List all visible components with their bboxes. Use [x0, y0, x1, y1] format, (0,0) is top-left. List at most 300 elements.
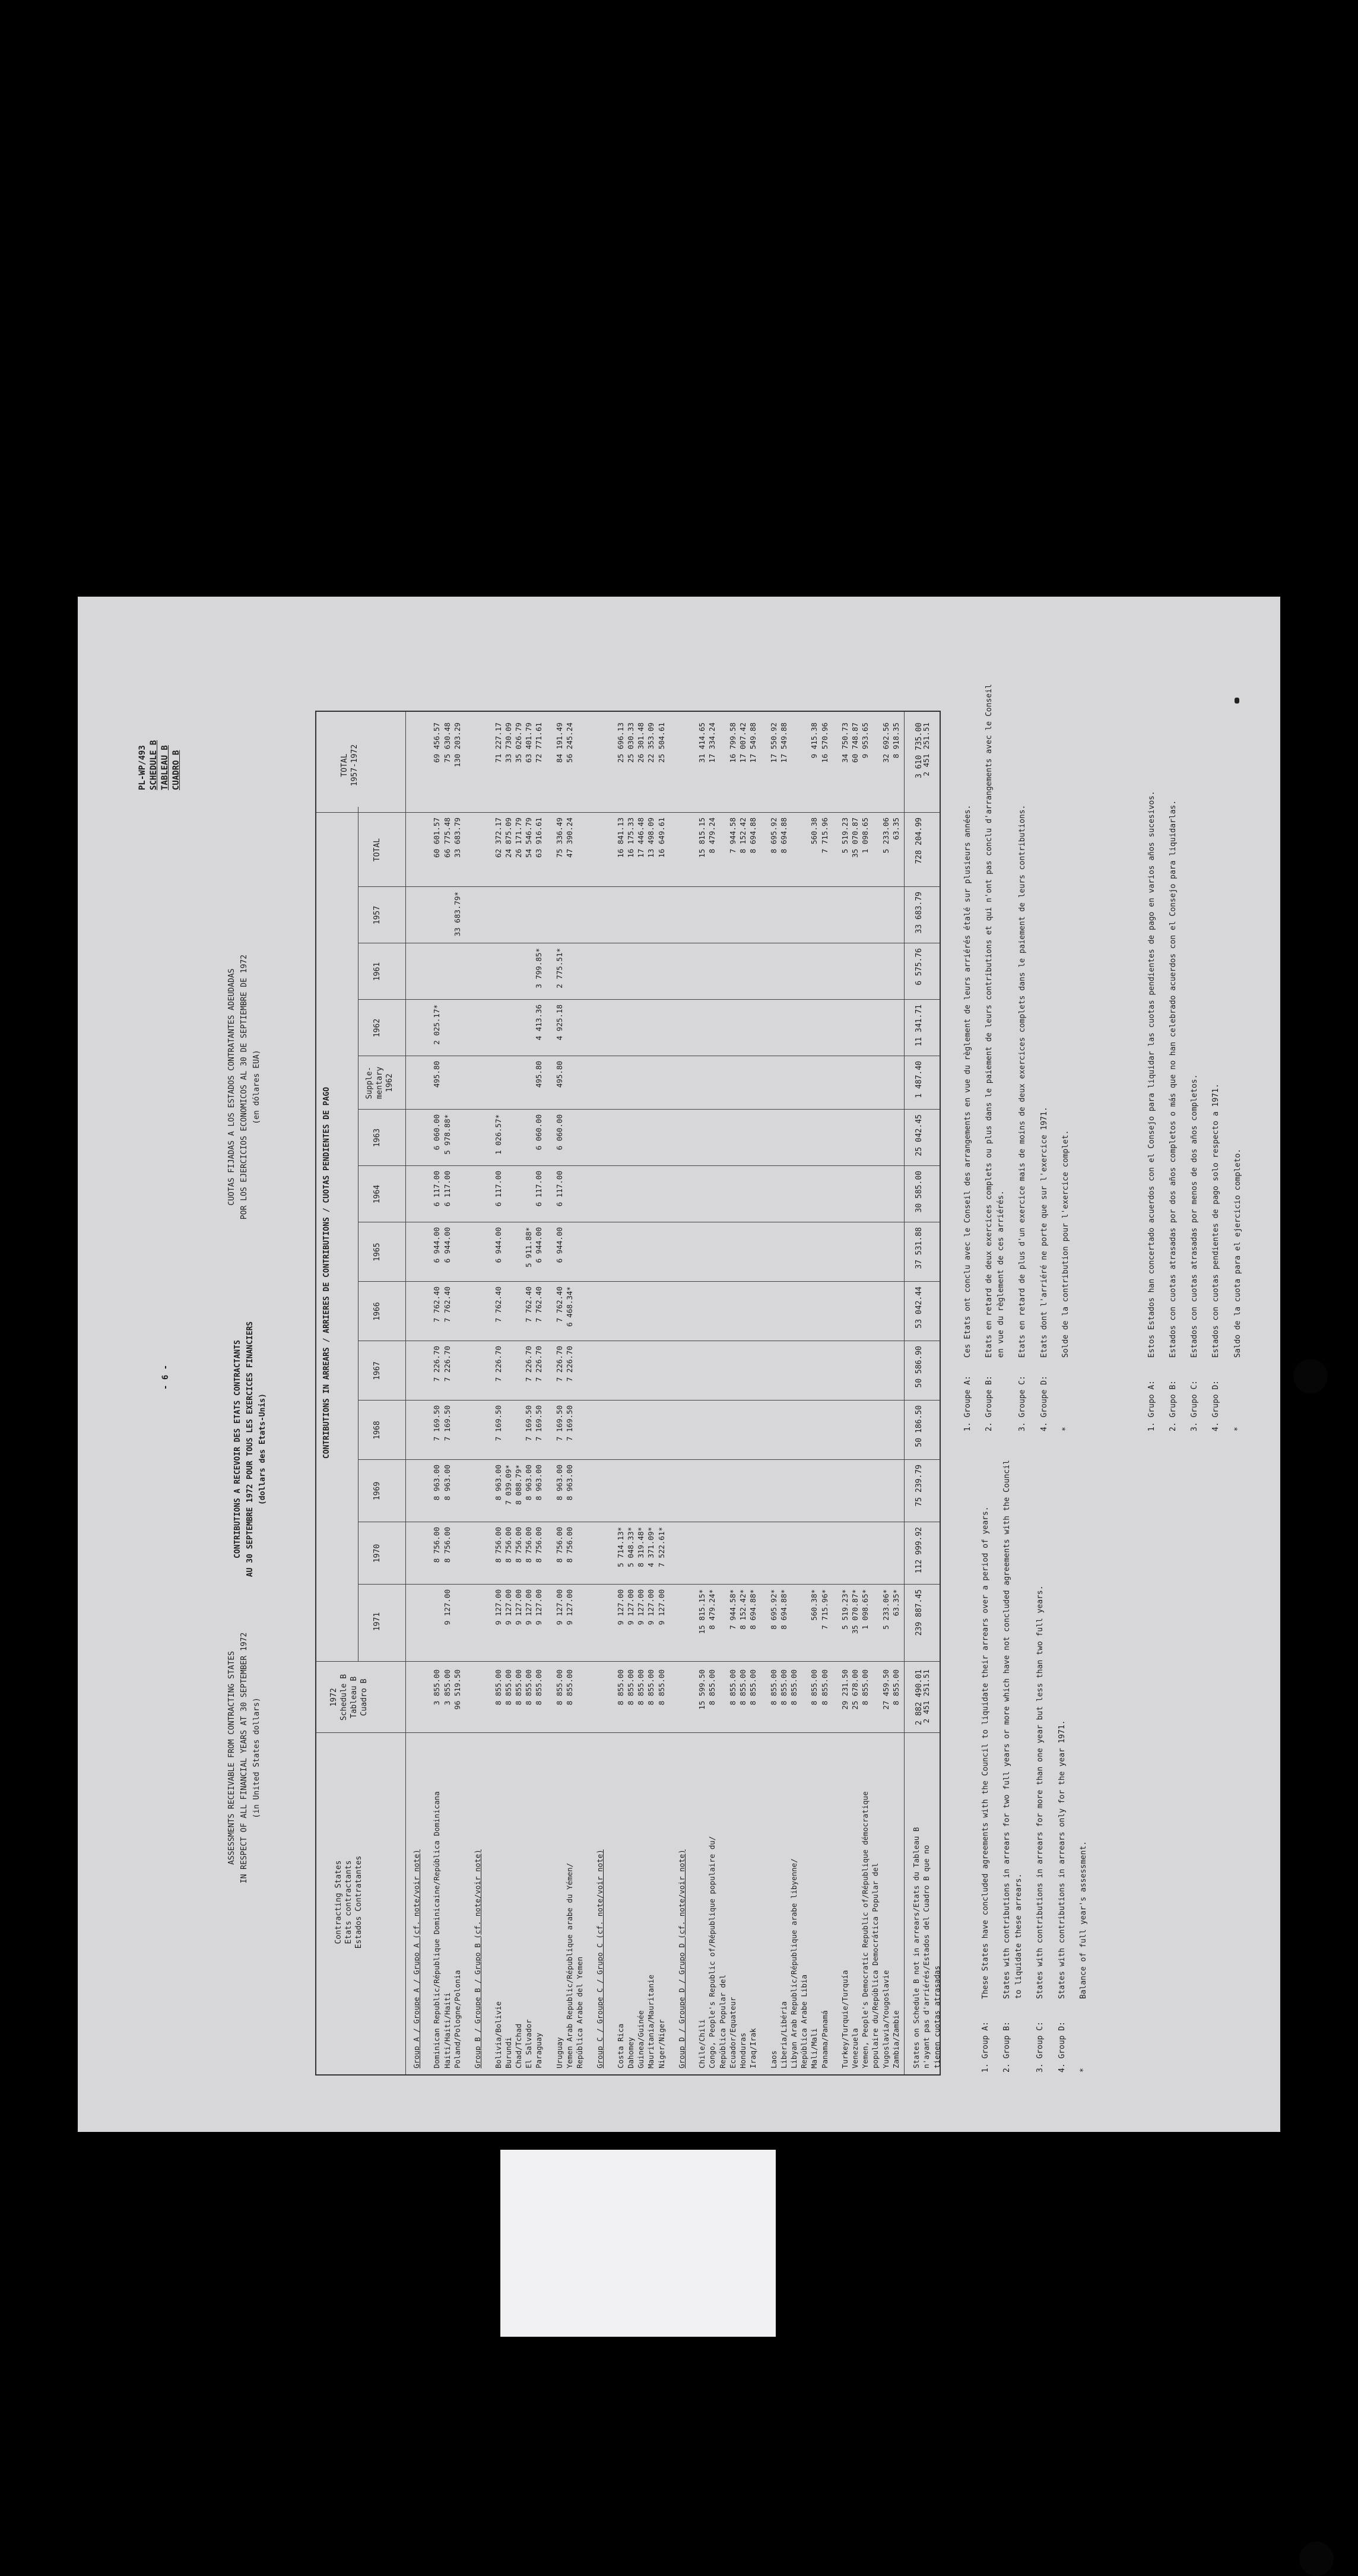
cell — [830, 1114, 840, 1166]
cell: 6 944.00 — [534, 1227, 544, 1263]
note-text: States with contributions in arrears for more than one year but less than two full years. — [1036, 1585, 1045, 1999]
cell — [523, 1061, 534, 1110]
state-row: República Arabe del Yemen — [575, 1956, 584, 2068]
punch-hole — [1293, 1359, 1328, 1393]
cell — [758, 723, 768, 810]
cell: 2 451 251.51 — [922, 723, 931, 777]
cell: 60 601.57 — [432, 818, 442, 858]
title-spanish — [226, 820, 263, 1354]
cell — [830, 1346, 840, 1401]
cell — [932, 948, 942, 1000]
state-row: Dahomey — [626, 2037, 635, 2068]
cell — [667, 1346, 677, 1401]
cell — [544, 1171, 554, 1222]
cell — [595, 1061, 605, 1110]
cell: 560.38* — [810, 1589, 819, 1621]
cell — [830, 1005, 840, 1056]
cell — [667, 1527, 677, 1585]
total-cell: 728 204.99 — [915, 818, 924, 864]
cell — [462, 1669, 472, 1730]
cell — [758, 892, 768, 943]
cell — [421, 1227, 431, 1282]
cell — [758, 1005, 768, 1056]
cell — [615, 1171, 626, 1222]
year-header: 1969 — [373, 1481, 382, 1501]
cell — [932, 1405, 942, 1460]
column-divider — [316, 812, 940, 813]
cell — [891, 1346, 901, 1401]
cell — [860, 1527, 870, 1585]
cell — [901, 1227, 911, 1282]
cell — [881, 1346, 891, 1401]
cell — [636, 1227, 646, 1282]
cell — [728, 1465, 738, 1522]
cell — [718, 1405, 728, 1460]
cell — [595, 1346, 605, 1401]
cell — [738, 1171, 748, 1222]
group-heading: Group C / Groupe C / Grupo C (cf. note/voir note) — [595, 1849, 605, 2068]
cell — [585, 1669, 595, 1730]
cell — [411, 1114, 421, 1166]
cell — [789, 1527, 799, 1585]
header-line: Etats contractants — [344, 1860, 353, 1944]
cell — [656, 1171, 667, 1222]
cell — [809, 1061, 819, 1110]
cell: 8 855.00 — [728, 1669, 737, 1706]
cell — [789, 1005, 799, 1056]
cell — [758, 1669, 768, 1730]
cell: 8 855.00 — [748, 1669, 758, 1706]
cell — [626, 1346, 636, 1401]
note-text: Ces Etats ont conclu avec le Conseil des arrangements en vue du règlement de leurs arriérés étalé sur plusieurs années. — [963, 804, 972, 1358]
state-row: Guinea/Guinée — [636, 2010, 646, 2068]
cell — [483, 723, 493, 810]
state-row: tienen cuotas atrasadas — [932, 1965, 941, 2068]
cell — [503, 1171, 513, 1222]
cell — [605, 1005, 615, 1056]
cell — [646, 1346, 656, 1401]
note-text: Estados con cuotas atrasadas por dos años completos o más que no han celebrado acuerdos con el Consejo para liquidarlas. — [1169, 800, 1178, 1358]
cell — [575, 1465, 585, 1522]
cell: 495.80 — [534, 1061, 544, 1088]
cell — [718, 1669, 728, 1730]
cell — [636, 892, 646, 943]
cell — [595, 1005, 605, 1056]
note-text: Saldo de la cuota para el ejercicio completo. — [1233, 1148, 1242, 1358]
cell — [544, 948, 554, 1000]
state-row: Haiti/Haiti/Haiti — [442, 1992, 452, 2068]
note-key: 4. Group D: — [1057, 2021, 1067, 2073]
cell — [870, 1171, 880, 1222]
cell: 8 855.00 — [513, 1669, 523, 1706]
cell — [799, 1171, 809, 1222]
cell — [758, 1589, 768, 1659]
cell — [881, 1114, 891, 1166]
cell — [595, 1287, 605, 1341]
state-row: Zambia/Zambie — [891, 2010, 900, 2068]
column-1969 — [411, 1465, 942, 1522]
cell — [656, 1346, 667, 1401]
cell — [667, 1669, 677, 1730]
cell: 7 762.40 — [493, 1287, 503, 1323]
cell — [667, 1465, 677, 1522]
cell: 8 855.00 — [564, 1669, 574, 1706]
cell: 33 683.79* — [452, 892, 462, 937]
cell — [646, 1005, 656, 1056]
cell: 16 175.33 — [626, 818, 635, 858]
state-row: populaire du/República Democrática Popular del — [871, 1862, 880, 2068]
cell — [595, 818, 605, 887]
cell: 2 775.51* — [554, 948, 564, 988]
cell: 31 414.65 — [697, 723, 707, 763]
cell — [840, 1114, 850, 1166]
cell — [738, 1005, 748, 1056]
cell — [758, 1114, 768, 1166]
cell — [718, 1227, 728, 1282]
cell: 7 169.50 — [524, 1405, 534, 1441]
cell — [483, 1227, 493, 1282]
notes-spanish — [1146, 671, 1254, 1431]
cell — [932, 1227, 942, 1282]
cell — [615, 1061, 626, 1110]
cell — [585, 1527, 595, 1585]
cell — [452, 1114, 462, 1166]
cell — [697, 1227, 707, 1282]
cell — [626, 1171, 636, 1222]
cell — [667, 1227, 677, 1282]
cell: 75 630.48 — [442, 723, 452, 763]
cell: 8 855.00 — [626, 1669, 635, 1706]
cell — [544, 818, 554, 887]
cell: 63 401.79 — [524, 723, 534, 763]
note-text: Estos Estados han concertado acuerdos con el Consejo para liquidar las cuotas pendientes de pago en varios años sucesivos. — [1147, 791, 1156, 1358]
cell — [748, 1061, 758, 1110]
total-cell: 30 585.00 — [915, 1171, 924, 1213]
year-header: 1957 — [373, 905, 382, 925]
cell: 2 451 251.51 — [922, 1669, 931, 1723]
cell — [901, 1287, 911, 1341]
cell — [677, 1005, 687, 1056]
state-row — [605, 1733, 615, 2068]
cell — [595, 1171, 605, 1222]
cell — [677, 1465, 687, 1522]
cell: 8 855.00 — [891, 1669, 900, 1706]
cell — [656, 1465, 667, 1522]
note-key: 1. Group A: — [981, 2021, 990, 2073]
state-row — [483, 1733, 493, 2068]
state-row: Panama/Panamá — [820, 2010, 829, 2068]
cell: 8 963.00 — [564, 1465, 574, 1501]
cell — [462, 1589, 472, 1659]
cell: 7 226.70 — [554, 1346, 564, 1382]
cell — [758, 1061, 768, 1110]
note-key: 2. Group B: — [1002, 2021, 1012, 2073]
cell — [748, 1005, 758, 1056]
cell — [901, 1405, 911, 1460]
cell — [523, 892, 534, 943]
cell — [452, 1227, 462, 1282]
cell: 17 007.42 — [738, 723, 747, 763]
cell: 35 026.79 — [513, 723, 523, 763]
cell: 6 117.00 — [493, 1171, 503, 1207]
cell: 4 925.18 — [554, 1005, 564, 1041]
cell: 8 152.42 — [738, 818, 747, 854]
cell — [932, 1005, 942, 1056]
note-item — [962, 671, 974, 1431]
cell: 15 815.15 — [697, 818, 707, 858]
state-row — [544, 1733, 554, 2068]
cell: 6 944.00 — [493, 1227, 503, 1263]
cell — [544, 1589, 554, 1659]
ref-cuadro: CUADRO B — [171, 750, 181, 790]
cell — [667, 723, 677, 810]
cell — [870, 1669, 880, 1730]
cell — [483, 1346, 493, 1401]
cell — [421, 1589, 431, 1659]
state-row: Ecuador/Equateur — [728, 1997, 737, 2068]
cell — [585, 1465, 595, 1522]
cell — [564, 1114, 575, 1166]
cell — [564, 1061, 575, 1110]
rotated-document — [78, 597, 1280, 2132]
cell: 8 855.00 — [554, 1669, 564, 1706]
cell — [452, 948, 462, 1000]
cell — [452, 1005, 462, 1056]
cell: 75 336.49 — [554, 818, 564, 858]
cell — [575, 1405, 585, 1460]
note-text: Estados con cuotas pendientes de pago solo respecto a 1971. — [1211, 1083, 1221, 1358]
cell — [850, 1227, 860, 1282]
arrears-header: CONTRIBUTIONS IN ARREARS / ARRIERES DE CONTRIBUTIONS / CUOTAS PENDIENTES DE PAGO — [322, 1086, 331, 1459]
state-row — [667, 1733, 677, 2068]
cell — [687, 1171, 697, 1222]
state-row — [687, 1733, 697, 2068]
cell — [840, 892, 850, 943]
cell — [738, 1061, 748, 1110]
ref-schedule: SCHEDULE B — [148, 740, 158, 790]
title-line: ASSESSMENTS RECEIVABLE FROM CONTRACTING STATES — [227, 1650, 236, 1865]
cell — [411, 1171, 421, 1222]
cell — [615, 1005, 626, 1056]
cell: 13 498.09 — [646, 818, 656, 858]
cell — [840, 1405, 850, 1460]
page-number: - 6 - — [161, 1364, 170, 1390]
cell — [891, 1527, 901, 1585]
cell: 8 855.00 — [861, 1669, 870, 1706]
cell: 69 456.57 — [432, 723, 442, 763]
cell: 7 169.50 — [442, 1405, 452, 1441]
cell — [636, 948, 646, 1000]
header-line: Contracting States — [334, 1860, 343, 1944]
cell: 5 519.23 — [840, 818, 849, 854]
cell — [707, 1061, 717, 1110]
cell — [840, 1465, 850, 1522]
year-header: 1967 — [373, 1361, 382, 1380]
cell: 8 855.00 — [789, 1669, 798, 1706]
cell — [646, 1061, 656, 1110]
cell — [870, 1527, 880, 1585]
cell — [411, 892, 421, 943]
cell — [748, 1465, 758, 1522]
cell — [575, 1669, 585, 1730]
cell: 16 649.61 — [656, 818, 666, 858]
cell — [758, 1287, 768, 1341]
cell: 9 127.00 — [646, 1589, 656, 1626]
cell: 8 152.42* — [738, 1589, 747, 1630]
cell — [595, 1227, 605, 1282]
cell — [462, 1405, 472, 1460]
cell — [431, 892, 442, 943]
cell — [769, 1171, 779, 1222]
cell — [820, 1405, 830, 1460]
cell — [850, 1527, 860, 1585]
cell — [626, 1005, 636, 1056]
cell — [707, 1114, 717, 1166]
cell — [769, 1346, 779, 1401]
cell — [820, 1227, 830, 1282]
cell: 7 522.61* — [656, 1527, 666, 1567]
note-key: 2. Grupo B: — [1169, 1380, 1178, 1431]
cell — [870, 1061, 880, 1110]
cell — [728, 1405, 738, 1460]
cell — [595, 948, 605, 1000]
cell — [605, 1346, 615, 1401]
cell — [605, 1061, 615, 1110]
cell — [411, 1287, 421, 1341]
state-row: Honduras — [738, 2032, 747, 2068]
cell: 8 756.00 — [564, 1527, 574, 1563]
cell — [758, 1527, 768, 1585]
cell — [789, 1114, 799, 1166]
cell — [462, 892, 472, 943]
cell — [809, 948, 819, 1000]
cell — [667, 1114, 677, 1166]
cell — [881, 1171, 891, 1222]
cell — [779, 1114, 789, 1166]
cell — [564, 892, 575, 943]
year-header: 1966 — [373, 1302, 382, 1321]
scan-speck — [1235, 698, 1239, 704]
cell — [421, 1527, 431, 1585]
cell — [595, 723, 605, 810]
cell: 8 694.88* — [748, 1589, 758, 1630]
state-row: República Popular del — [718, 1974, 727, 2068]
group-heading: Group A / Groupe A / Grupo A (cf. note/voir note) — [412, 1849, 421, 2068]
cell — [687, 1061, 697, 1110]
cell — [799, 1669, 809, 1730]
cell — [462, 1114, 472, 1166]
cell — [523, 948, 534, 1000]
cell — [575, 818, 585, 887]
state-row: Poland/Pologne/Polonia — [452, 1970, 462, 2068]
cell: 7 762.40 — [534, 1287, 544, 1323]
state-row: Venezuela — [851, 2028, 860, 2068]
header-line: Cuadro B — [359, 1678, 369, 1716]
cell: 8 855.00 — [820, 1669, 829, 1706]
cell — [575, 1346, 585, 1401]
cell — [718, 892, 728, 943]
cell — [462, 1465, 472, 1522]
cell — [891, 1171, 901, 1222]
cell — [636, 1005, 646, 1056]
cell — [860, 1005, 870, 1056]
cell — [840, 1527, 850, 1585]
cell: 7 944.58 — [728, 818, 737, 854]
cell — [564, 1005, 575, 1056]
cell — [769, 1061, 779, 1110]
year-header: 1962 — [373, 1018, 382, 1038]
cell — [687, 892, 697, 943]
states-header — [334, 1736, 364, 2068]
note-text: Balance of full year's assessment. — [1078, 1840, 1088, 1999]
cell — [718, 1114, 728, 1166]
year-header: TOTAL — [373, 838, 382, 862]
note-key: 4. Grupo D: — [1211, 1380, 1221, 1431]
cell: 9 127.00 — [615, 1589, 625, 1626]
cell — [421, 948, 431, 1000]
cell — [472, 1669, 483, 1730]
cell — [677, 1589, 687, 1659]
note-item — [980, 1449, 992, 2073]
column-1957 — [411, 892, 942, 943]
note-item — [1056, 1449, 1068, 2073]
cell — [493, 1061, 503, 1110]
cell — [667, 1171, 677, 1222]
cell — [718, 723, 728, 810]
cell — [442, 948, 452, 1000]
cell: 17 334.24 — [707, 723, 717, 763]
cell: 72 771.61 — [534, 723, 544, 763]
cell — [870, 1227, 880, 1282]
state-row: República Arabe Libia — [799, 1974, 809, 2068]
cell — [667, 1287, 677, 1341]
cell — [636, 1346, 646, 1401]
cell: 8 963.00 — [524, 1465, 534, 1501]
column-1962 — [411, 1005, 942, 1056]
note-key: 3. Grupo C: — [1190, 1380, 1200, 1431]
cell: 7 169.50 — [534, 1405, 544, 1441]
state-row — [585, 1733, 595, 2068]
cell — [421, 1114, 431, 1166]
year-header: 1970 — [373, 1544, 382, 1563]
year-header: 1963 — [373, 1128, 382, 1148]
cell — [483, 1061, 493, 1110]
cell: 8 855.00 — [707, 1669, 717, 1706]
cell — [891, 1061, 901, 1110]
cell — [891, 948, 901, 1000]
cell — [452, 1171, 462, 1222]
cell — [677, 1405, 687, 1460]
cell: 7 169.50 — [493, 1405, 503, 1441]
cell — [483, 948, 493, 1000]
cell: 3 855.00 — [442, 1669, 452, 1706]
cell: 8 855.00 — [493, 1669, 503, 1706]
cell — [615, 1465, 626, 1522]
cell — [472, 948, 483, 1000]
cell — [881, 1227, 891, 1282]
cell — [687, 1005, 697, 1056]
cell: 8 855.00 — [738, 1669, 747, 1706]
cell — [575, 1527, 585, 1585]
cell: 9 415.38 — [810, 723, 819, 759]
note-key: 3. Group C: — [1036, 2021, 1045, 2073]
cell: 9 127.00 — [656, 1589, 666, 1626]
note-item — [983, 671, 1007, 1431]
cell — [472, 723, 483, 810]
state-row: Congo, People's Republic of/République populaire du/ — [707, 1836, 717, 2068]
cell — [748, 1171, 758, 1222]
cell — [513, 1114, 523, 1166]
